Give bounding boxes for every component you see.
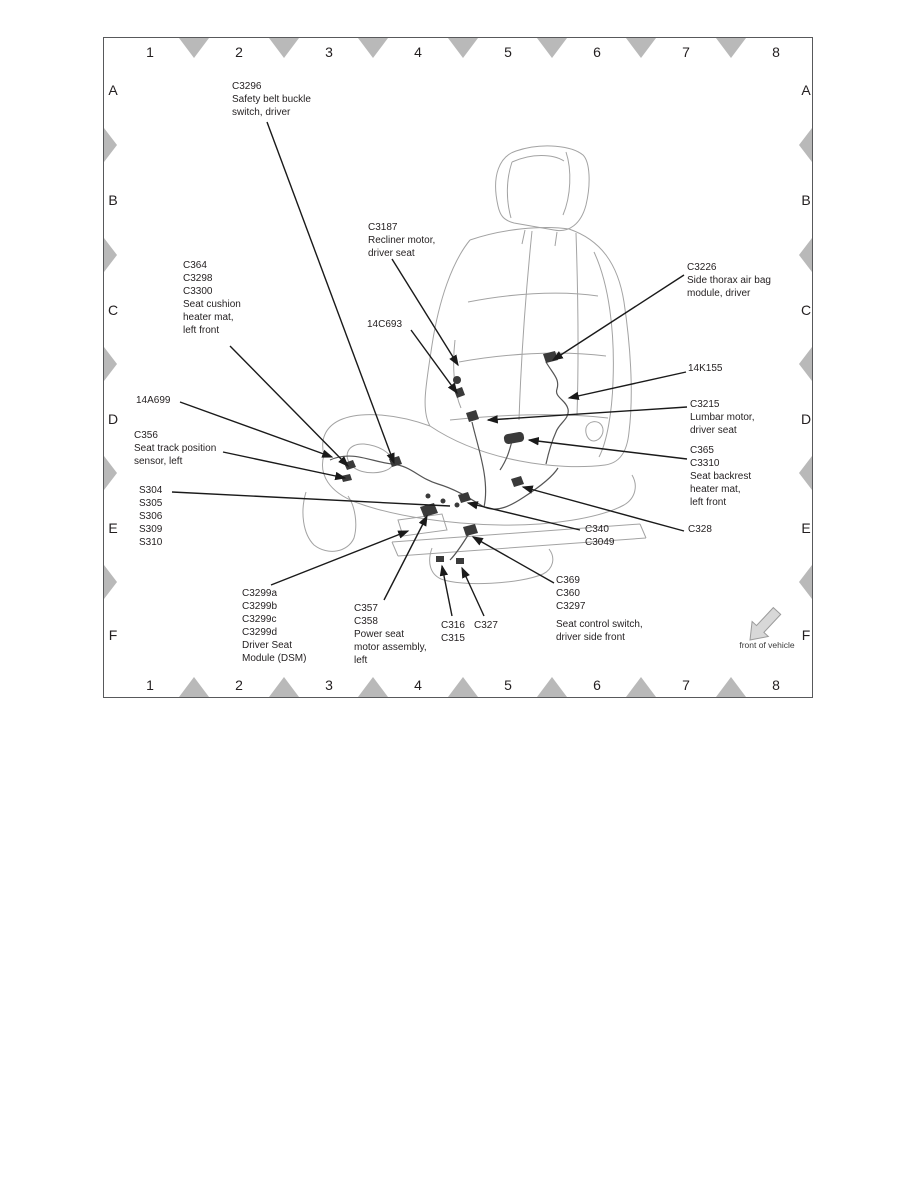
callout-s304: S304 S305 S306 S309 S310 bbox=[139, 485, 163, 548]
callout-c3296: C3296 Safety belt buckle switch, driver bbox=[232, 81, 311, 118]
callout-14a699: 14A699 bbox=[136, 395, 171, 406]
triangle-marker-icon bbox=[716, 38, 746, 58]
callout-c340: C340 C3049 bbox=[585, 524, 615, 548]
triangle-marker-icon bbox=[179, 677, 209, 697]
grid-col-label: 6 bbox=[593, 44, 601, 60]
grid-row-label: A bbox=[108, 82, 118, 98]
grid-col-label: 4 bbox=[414, 44, 422, 60]
triangle-marker-icon bbox=[179, 38, 209, 58]
triangle-marker-icon bbox=[104, 128, 117, 162]
grid-col-label: 2 bbox=[235, 44, 243, 60]
triangle-marker-icon bbox=[104, 565, 117, 599]
callout-c365: C365 C3310 Seat backrest heater mat, left front bbox=[690, 445, 752, 508]
triangle-marker-icon bbox=[799, 456, 812, 490]
grid-col-label: 1 bbox=[146, 44, 154, 60]
grid-row-label: C bbox=[107, 302, 119, 318]
callout-c327: C327 bbox=[474, 620, 498, 631]
callout-14c693: 14C693 bbox=[367, 319, 403, 330]
grid-col-label: 7 bbox=[682, 44, 690, 60]
grid-row-label: B bbox=[801, 192, 811, 208]
grid-row-label: D bbox=[800, 411, 812, 427]
grid-row-label: C bbox=[800, 302, 812, 318]
grid-col-label: 1 bbox=[146, 677, 154, 693]
callout-c3215: C3215 Lumbar motor, driver seat bbox=[690, 399, 755, 436]
triangle-marker-icon bbox=[626, 677, 656, 697]
triangle-marker-icon bbox=[799, 238, 812, 272]
triangle-marker-icon bbox=[799, 128, 812, 162]
callout-c316: C316 C315 bbox=[441, 620, 465, 644]
grid-col-label: 7 bbox=[682, 677, 690, 693]
triangle-marker-icon bbox=[269, 677, 299, 697]
front-of-vehicle-label: front of vehicle bbox=[739, 640, 795, 650]
grid-col-label: 6 bbox=[593, 677, 601, 693]
grid-col-label: 3 bbox=[325, 44, 333, 60]
callout-c3299: C3299a C3299b C3299c C3299d Driver Seat Module (DSM) bbox=[242, 588, 307, 664]
grid-row-label: E bbox=[801, 520, 811, 536]
triangle-marker-icon bbox=[537, 677, 567, 697]
grid-col-label: 2 bbox=[235, 677, 243, 693]
callout-c3187: C3187 Recliner motor, driver seat bbox=[368, 222, 436, 259]
grid-col-label: 8 bbox=[772, 44, 780, 60]
grid-row-label: E bbox=[108, 520, 118, 536]
callout-c357: C357 C358 Power seat motor assembly, left bbox=[354, 603, 427, 666]
grid-row-label: F bbox=[801, 627, 811, 643]
triangle-marker-icon bbox=[537, 38, 567, 58]
triangle-marker-icon bbox=[104, 347, 117, 381]
callout-c356: C356 Seat track position sensor, left bbox=[134, 430, 217, 467]
triangle-marker-icon bbox=[269, 38, 299, 58]
grid-row-label: B bbox=[108, 192, 118, 208]
callout-14k155: 14K155 bbox=[688, 363, 723, 374]
callout-c328: C328 bbox=[688, 524, 712, 535]
grid-col-label: 4 bbox=[414, 677, 422, 693]
triangle-marker-icon bbox=[716, 677, 746, 697]
triangle-marker-icon bbox=[799, 347, 812, 381]
triangle-marker-icon bbox=[626, 38, 656, 58]
triangle-marker-icon bbox=[358, 38, 388, 58]
callout-c369: C369 C360 C3297 Seat control switch, driver side front bbox=[556, 575, 643, 643]
grid-col-label: 5 bbox=[504, 677, 512, 693]
triangle-marker-icon bbox=[448, 677, 478, 697]
triangle-marker-icon bbox=[104, 238, 117, 272]
grid-row-label: A bbox=[801, 82, 811, 98]
triangle-marker-icon bbox=[799, 565, 812, 599]
grid-col-label: 5 bbox=[504, 44, 512, 60]
grid-row-label: D bbox=[107, 411, 119, 427]
grid-col-label: 8 bbox=[772, 677, 780, 693]
triangle-marker-icon bbox=[448, 38, 478, 58]
triangle-marker-icon bbox=[104, 456, 117, 490]
callout-c364: C364 C3298 C3300 Seat cushion heater mat, left front bbox=[183, 260, 241, 336]
callout-c3226: C3226 Side thorax air bag module, driver bbox=[687, 262, 771, 299]
triangle-marker-icon bbox=[358, 677, 388, 697]
grid-row-label: F bbox=[108, 627, 118, 643]
grid-col-label: 3 bbox=[325, 677, 333, 693]
